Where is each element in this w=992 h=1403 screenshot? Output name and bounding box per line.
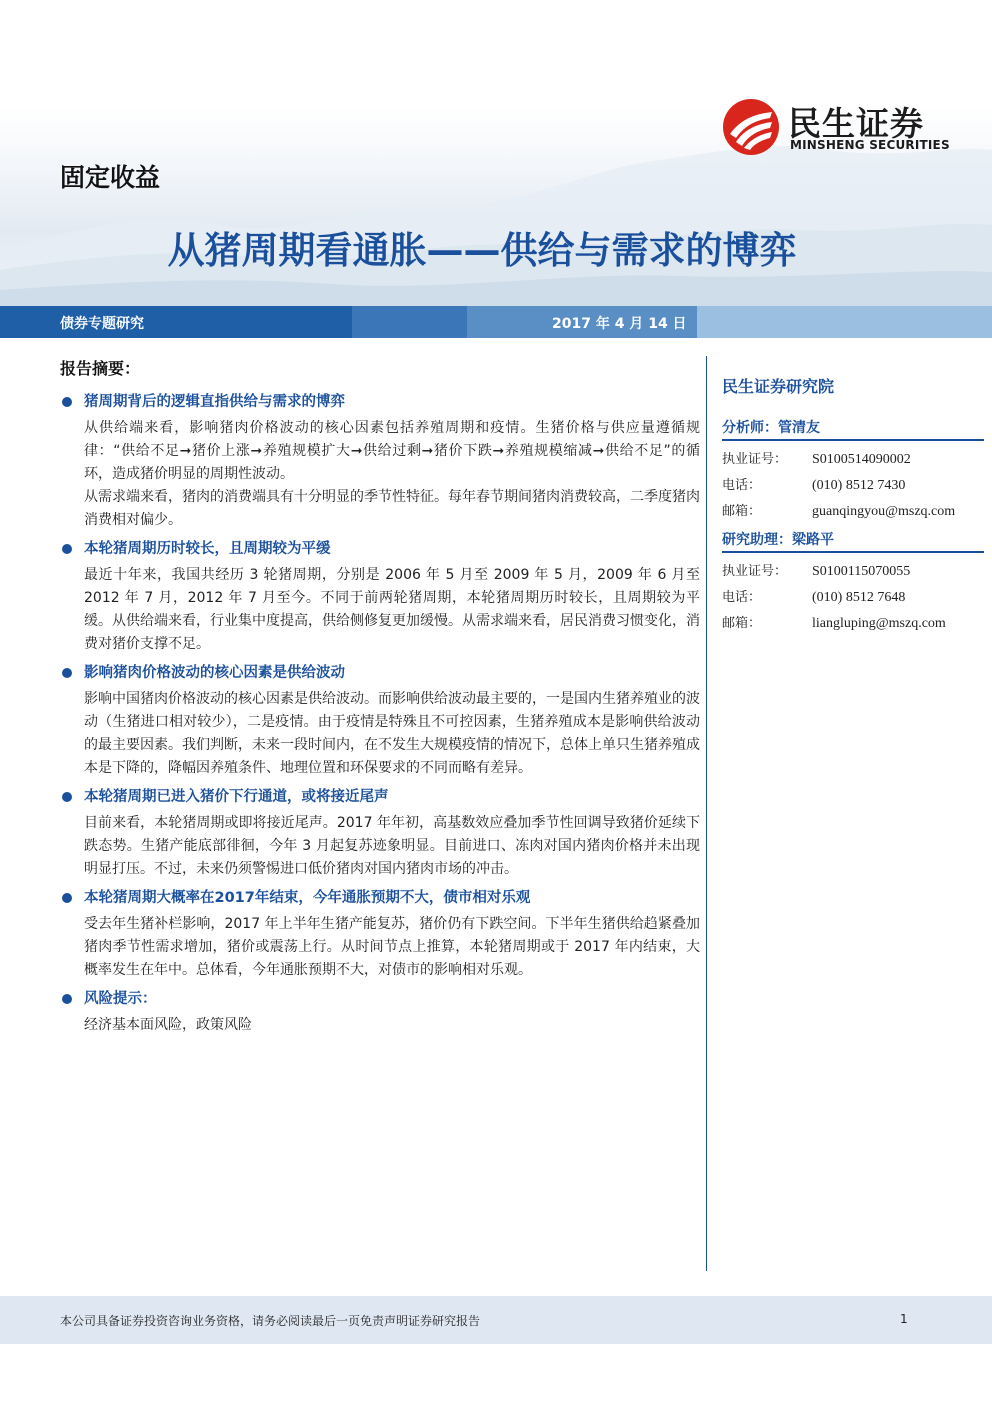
- section-body: [60, 1014, 700, 1037]
- bullet-icon: [62, 544, 72, 554]
- contact-row: 执业证号： S0100514090002: [722, 452, 911, 467]
- institute-name: 民生证券研究院: [722, 377, 835, 396]
- page-number: 1: [900, 1312, 908, 1326]
- email-link[interactable]: guanqingyou@mszq.com: [812, 504, 956, 519]
- section-body: [60, 417, 700, 532]
- report-date: 2017 年 4 月 14 日: [552, 316, 687, 332]
- email-link[interactable]: liangluping@mszq.com: [812, 616, 946, 631]
- summary-heading: 报告摘要：: [60, 359, 141, 378]
- section-body: [60, 812, 700, 881]
- report-title: [0, 220, 992, 274]
- section-body: [60, 913, 700, 982]
- bar-segment: [697, 306, 992, 338]
- paragraph: 最近十年来，我国共经历 3 轮猪周期，分别是 2006 年 5 月至 2009 年 5 月，2009 年 6 月至 2012 年 7 月，2012 年 7 月至今。不同于前两轮猪周期，本轮猪周期历时较长，且周期较为平缓。从供给端来看，行业集中度提高，供给侧修复更加缓慢。从需求端来看，居民消费习惯变化，消费对猪价支撑不足。: [84, 567, 700, 652]
- analyst-sidebar: [722, 374, 984, 637]
- section-heading: 猪周期背后的逻辑直指供给与需求的博弈: [60, 391, 700, 413]
- report-title-text: 从猪周期看通胀——供给与需求的博弈: [167, 229, 797, 272]
- assistant-heading: 研究助理：梁路平: [722, 529, 984, 553]
- bullet-icon: [62, 397, 72, 407]
- analyst-heading: 分析师：管清友: [722, 417, 984, 441]
- contact-row: 邮箱： guanqingyou@mszq.com: [722, 499, 984, 525]
- paragraph: 目前来看，本轮猪周期或即将接近尾声。2017 年年初，高基数效应叠加季节性回调导致猪价延续下跌态势。生猪产能底部徘徊，今年 3 月起复苏迹象明显。目前进口、冻肉对国内猪肉价格并未出现明显打压。不过，未来仍须警惕进口低价猪肉对国内猪肉市场的冲击。: [84, 815, 700, 877]
- section-body: [60, 688, 700, 780]
- paragraph: 从需求端来看，猪肉的消费端具有十分明显的季节性特征。每年春节期间猪肉消费较高，二季度猪肉消费相对偏少。: [84, 489, 700, 528]
- section-heading: 影响猪肉价格波动的核心因素是供给波动: [60, 662, 700, 684]
- brand-name-en: MINSHENG SECURITIES: [790, 138, 950, 152]
- page-footer: [0, 1296, 992, 1344]
- contact-row: 电话： (010) 8512 7648: [722, 590, 906, 605]
- section-heading: 风险提示：: [60, 988, 700, 1010]
- brand-name-cn: 民生证券: [788, 104, 924, 143]
- footer-disclaimer: 本公司具备证券投资咨询业务资格，请务必阅读最后一页免责声明证券研究报告: [60, 1314, 481, 1328]
- section-heading: 本轮猪周期大概率在2017年结束，今年通胀预期不大，债市相对乐观: [60, 887, 700, 909]
- report-category: 固定收益: [60, 163, 161, 192]
- section-body: [60, 564, 700, 656]
- paragraph: 从供给端来看，影响猪肉价格波动的核心因素包括养殖周期和疫情。生猪价格与供应量遵循规律：“供给不足➞猪价上涨➞养殖规模扩大➞供给过剩➞猪价下跌➞养殖规模缩减➞供给不足”的循环，造成猪价明显的周期性波动。: [84, 420, 700, 482]
- bar-segment: [352, 306, 467, 338]
- contact-row: 邮箱： liangluping@mszq.com: [722, 611, 984, 637]
- report-type: 债券专题研究: [60, 316, 144, 332]
- paragraph: 经济基本面风险，政策风险: [84, 1017, 252, 1033]
- section-heading: 本轮猪周期已进入猪价下行通道，或将接近尾声: [60, 786, 700, 808]
- paragraph: 受去年生猪补栏影响，2017 年上半年生猪产能复苏，猪价仍有下跌空间。下半年生猪供给趋紧叠加猪肉季节性需求增加，猪价或震荡上行。从时间节点上推算，本轮猪周期或于 2017 年内结束，大概率发生在年中。总体看，今年通胀预期不大，对债市的影响相对乐观。: [84, 916, 700, 978]
- bullet-icon: [62, 668, 72, 678]
- section-heading: 本轮猪周期历时较长，且周期较为平缓: [60, 538, 700, 560]
- report-info-bar: [0, 306, 992, 338]
- bullet-icon: [62, 893, 72, 903]
- bullet-icon: [62, 994, 72, 1004]
- paragraph: 影响中国猪肉价格波动的核心因素是供给波动。而影响供给波动最主要的，一是国内生猪养殖业的波动（生猪进口相对较少），二是疫情。由于疫情是特殊且不可控因素，生猪养殖成本是影响供给波动的最主要因素。我们判断，未来一段时间内，在不发生大规模疫情的情况下，总体上单只生猪养殖成本是下降的，降幅因养殖条件、地理位置和环保要求的不同而略有差异。: [84, 691, 700, 776]
- contact-row: 执业证号： S0100115070055: [722, 564, 911, 579]
- minsheng-logo-icon: [722, 98, 780, 156]
- contact-row: 电话： (010) 8512 7430: [722, 478, 906, 493]
- column-divider: [706, 356, 707, 1271]
- bullet-icon: [62, 792, 72, 802]
- summary-column: [60, 356, 700, 1041]
- brand-logo: [722, 98, 962, 158]
